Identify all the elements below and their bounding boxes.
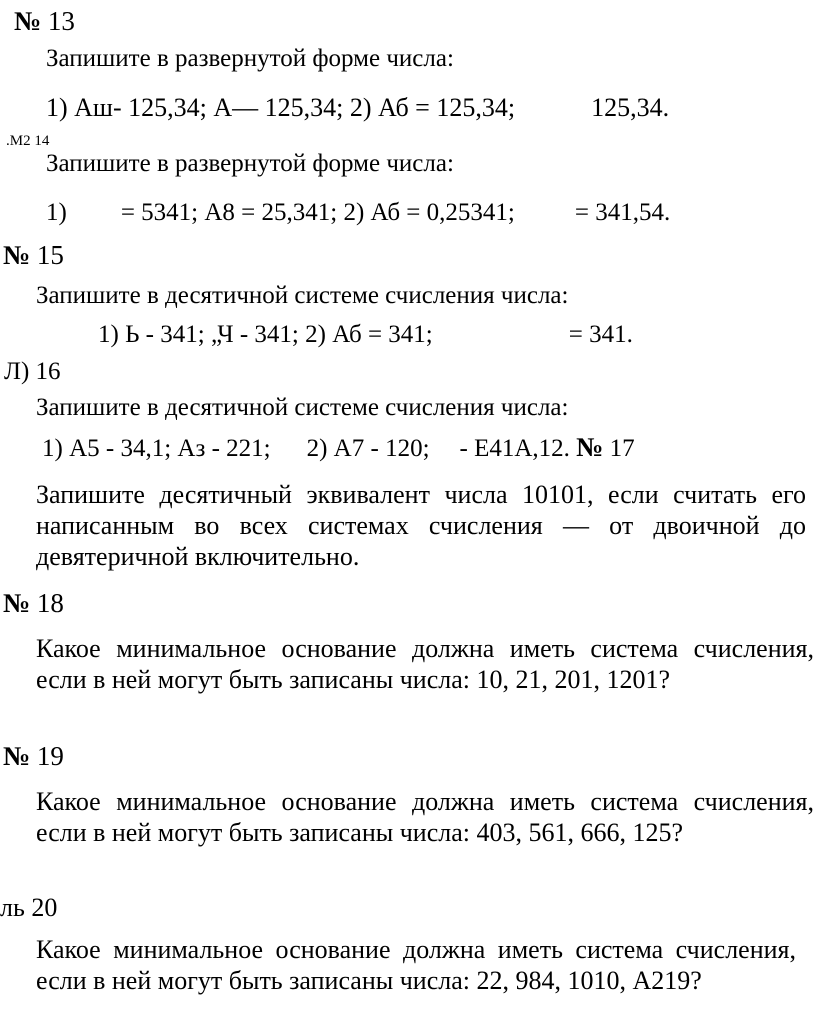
number-sign: №: [3, 588, 31, 618]
problem-13-items: 1) Аш- 125,34; А— 125,34; 2) Аб = 125,34;: [46, 93, 516, 122]
problem-20-marker: ль 20: [0, 893, 58, 922]
number-sign: №: [14, 6, 42, 36]
problem-16-items-1: 1) А5 - 34,1; Аз - 221;: [42, 435, 271, 462]
problem-13-instruction: Запишите в развернутой форме числа:: [46, 45, 454, 72]
problem-14-line: [46, 198, 670, 228]
problem-13-line: [46, 93, 669, 123]
problem-18-heading: [3, 588, 64, 618]
problem-14-instruction: Запишите в развернутой форме числа:: [46, 150, 454, 177]
problem-16-line: [42, 432, 635, 464]
problem-14-item-1: 1): [46, 199, 67, 226]
problem-13-heading: [14, 6, 75, 36]
number-sign: №: [576, 432, 604, 462]
problem-14-items: = 5341; А8 = 25,341; 2) Аб = 0,25341;: [120, 199, 515, 226]
problem-16-instruction: Запишите в десятичной системе счисления числа:: [36, 394, 569, 421]
number-sign: №: [3, 741, 31, 771]
problem-number: 13: [41, 6, 75, 36]
problem-15-heading: [3, 240, 64, 270]
problem-15-instruction: Запишите в десятичной системе счисления числа:: [36, 282, 569, 309]
problem-number: 15: [30, 240, 64, 270]
problem-17-text: Запишите десятичный эквивалент числа 10101, если считать его написанным во всех системах счисления — от двоичной до девятеричной включительно.: [36, 480, 806, 571]
problem-18-text: Какое минимальное основание должна иметь система счисления, если в ней могут быть записаны числа: 10, 21, 201, 1201?: [36, 634, 814, 694]
problem-16-marker: Л) 16: [4, 358, 61, 385]
problem-number: 18: [30, 588, 64, 618]
problem-20-text: Какое минимальное основание должна иметь система счисления, если в ней могут быть записаны числа: 22, 984, 1010, А219?: [36, 935, 796, 995]
problem-17-number: 17: [603, 435, 635, 462]
number-sign: №: [3, 240, 31, 270]
problem-16-items-2: 2) А7 - 120;: [306, 435, 430, 462]
problem-15-items: 1) Ь - 341; „Ч - 341; 2) Аб = 341;: [98, 321, 433, 348]
problem-19-text: Какое минимальное основание должна иметь система счисления, если в ней могут быть записаны числа: 403, 561, 666, 125?: [36, 787, 814, 847]
problem-15-line: [98, 320, 633, 350]
problem-14-last-item: = 341,54.: [574, 199, 671, 226]
problem-16-last-item: - Е41А,12.: [459, 435, 570, 462]
problem-13-last-item: 125,34.: [591, 93, 670, 122]
problem-14-marker: .М2 14: [6, 133, 50, 149]
problem-number: 19: [30, 741, 64, 771]
problem-19-heading: [3, 741, 64, 771]
problem-15-last-item: = 341.: [568, 321, 633, 348]
